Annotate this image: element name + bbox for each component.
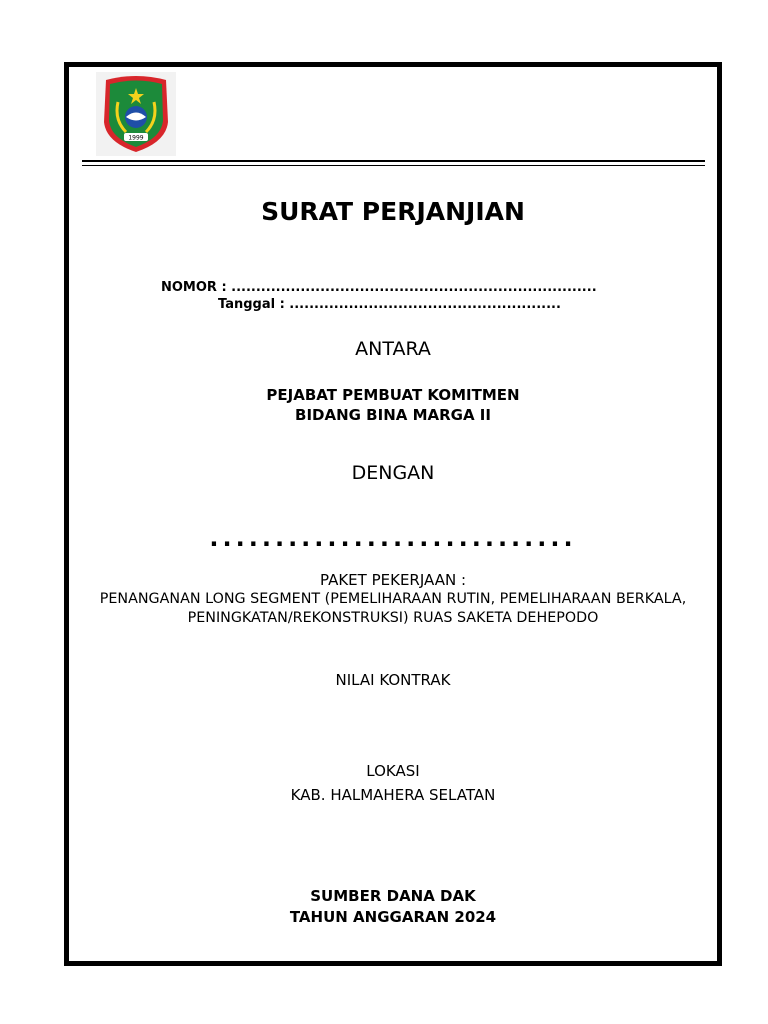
paket-description-line2: PENINGKATAN/REKONSTRUKSI) RUAS SAKETA DEHEPODO xyxy=(187,610,599,626)
tanggal-field: Tanggal : ....................................................... xyxy=(218,297,561,312)
lokasi-value: KAB. HALMAHERA SELATAN xyxy=(290,786,496,804)
dengan-label: DENGAN xyxy=(351,462,435,484)
sumber-dana: SUMBER DANA DAK xyxy=(310,887,476,905)
tahun-anggaran: TAHUN ANGGARAN 2024 xyxy=(289,908,497,926)
header-rule xyxy=(82,160,705,162)
shield-icon xyxy=(96,72,176,156)
party-two-placeholder: ............................ xyxy=(209,524,577,552)
emblem-year: 1999 xyxy=(128,134,144,142)
party-one-line2: BIDANG BINA MARGA II xyxy=(295,406,491,424)
nilai-kontrak-label: NILAI KONTRAK xyxy=(335,671,451,689)
paket-description-line1: PENANGANAN LONG SEGMENT (PEMELIHARAAN RUTIN, PEMELIHARAAN BERKALA, xyxy=(99,591,687,607)
paket-label: PAKET PEKERJAAN : xyxy=(320,571,466,589)
emblem-logo xyxy=(96,72,176,156)
party-one-line1: PEJABAT PEMBUAT KOMITMEN xyxy=(266,386,520,404)
antara-label: ANTARA xyxy=(355,338,431,360)
document-title: SURAT PERJANJIAN xyxy=(261,197,525,226)
header-rule-thin xyxy=(82,165,705,166)
nomor-field: NOMOR : .......................................................................... xyxy=(161,280,597,295)
lokasi-label: LOKASI xyxy=(366,762,420,780)
